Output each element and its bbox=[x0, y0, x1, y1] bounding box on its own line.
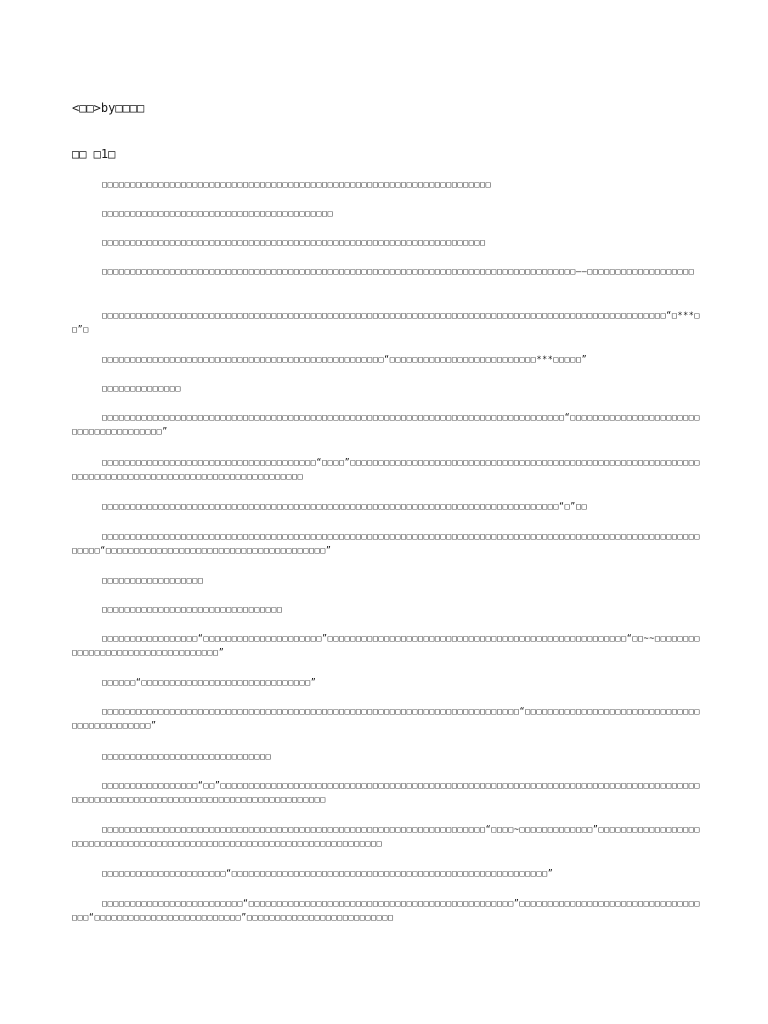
paragraph: □□□□□□□□□□□□□□□□□□□□□□“□□□□□□□□□□□□□□□□□□□□□□□□□□□□□□□□□□□□□□□□□□□□□□□□□□□□□□□□” bbox=[102, 868, 554, 878]
paragraph: □□□□□□□□□□□□□□□□□□□□□□□□□□□□□□ bbox=[102, 751, 272, 761]
paragraph: □□□□□□□□□□□□□□□□□“□□”□□□□□□□□□□□□□□□□□□□□□□□□□□□□□□□□□□□□□□□□□□□□□□□□□□□□□□□□□□□□□□□□□□□□□□□□□□□□□□□□□□□□□□□□□□□□□□□□□□□□□□□□□□□□□□□□□□□□□□□□□□□□□□□□□□ bbox=[72, 780, 701, 804]
paragraph: □□□□□□□□□□□□□□□□□□□□□□□□□□□□□□□□□□□□□□□□□□□□□□□□□□□□□□□□□□□□□□□□□□□□□□□□□□□□□□□□□□□□——□□□□□□□□□□□□□□□□□□□ bbox=[102, 266, 695, 276]
paragraph: □□□□□□□□□□□□□□□□□□□□□□□□□□□□□□□□□□□□□□□□□□□□□□□□□□□□□□□□□□□□□□□□□□□□□□□□□□“□□□□□□□□□□□□□□□□□□□□□□□□□□□□□□□□□□□□□□□□□□□□□” bbox=[72, 706, 701, 730]
paragraph: □□□□□□□□□□□□□□□□□□□□□□□□□□□□□□□□□□□□□□□□□□□□□□□□□□□□□□□□□□□□□□□□□□□□□□□□□□□□□□□□□□“□□□□□□□□□□□□□□□□□□□□□□□□□□□□□□□□□□□□□□□” bbox=[72, 412, 701, 436]
paragraph: □□□□□□□□□□□□□□□□□□□□□□□□□“□□□□□□□□□□□□□□□□□□□□□□□□□□□□□□□□□□□□□□□□□□□□□□□”□□□□□□□□□□□□□□□□□□□□□□□□□□□□□□□□□□□“□□□□□□□□□□□□□□□□□□□□□□□□□□”□□□□□□□□□□□□□□□□□□□□□□□□□□ bbox=[72, 898, 701, 922]
paragraph: □□□□□□□□□□□□□□□□□□□□□□□□□□□□□□□□ bbox=[102, 604, 283, 614]
paragraph: □□□□□□□□□□□□□□□□□□□□□□□□□□□□□□□□□□□□□□□□□□□□□□□□□□“□□□□□□□□□□□□□□□□□□□□□□□□□□***□□□□□” bbox=[102, 354, 588, 364]
chapter-heading: □□ □1□ bbox=[72, 147, 116, 161]
paragraph: □□□□□□□□□□□□□□□□□“□□□□□□□□□□□□□□□□□□□□□”□□□□□□□□□□□□□□□□□□□□□□□□□□□□□□□□□□□□□□□□□□□□□□□□□□□□□“□□~~□□□□□□□□□□□□□□□□□□□□□□□□□□□□□□□□□□” bbox=[72, 633, 701, 657]
paragraph: □□□□□□□□□□□□□□□□□□□□□□□□□□□□□□□□□□□□□□“□□□□”□□□□□□□□□□□□□□□□□□□□□□□□□□□□□□□□□□□□□□□□□□□□□□□□□□□□□□□□□□□□□□□□□□□□□□□□□□□□□□□□□□□□□□□□□□□□□□□□□□□□□□□ bbox=[72, 457, 701, 481]
paragraph: □□□□□□□□□□□□□□□□□□□□□□□□□□□□□□□□□□□□□□□□□□□□□□□□□□□□□□□□□□□□□□□□□□□□□ bbox=[102, 179, 492, 189]
paragraph: □□□□□□□□□□□□□□□□□□□□□□□□□□□□□□□□□□□□□□□□□□□□□□□□□□□□□□□□□□□□□□□□□□□□“□□□□~□□□□□□□□□□□□□”□□□□□□□□□□□□□□□□□□□□□□□□□□□□□□□□□□□□□□□□□□□□□□□□□□□□□□□□□□□□□□□□□□□□□□□□□ bbox=[72, 824, 701, 848]
paragraph: □□□□□□□□□□□□□□ bbox=[102, 383, 181, 393]
paragraph: □□□□□□□□□□□□□□□□□□□□□□□□□□□□□□□□□□□□□□□□□ bbox=[102, 208, 334, 218]
paragraph: □□□□□□□□□□□□□□□□□□□□□□□□□□□□□□□□□□□□□□□□□□□□□□□□□□□□□□□□□□□□□□□□□□□□□□□□□□□□□□□□□□□□□□□□□□□□□□□□□□□□“□***□□”□ bbox=[72, 310, 701, 334]
paragraph: □□□□□□□□□□□□□□□□□□ bbox=[102, 575, 204, 585]
paragraph: □□□□□□□□□□□□□□□□□□□□□□□□□□□□□□□□□□□□□□□□□□□□□□□□□□□□□□□□□□□□□□□□□□□□□□□□□□□□□□□□□□□□□□□□□□□□□□□□□□□□□□□□□□□□□□□“□□□□□□□□□□□□□□□□□□□□□□□□□□□□□□□□□□□□□□□” bbox=[72, 531, 701, 555]
document-title: <□□>by□□□□ bbox=[72, 101, 145, 115]
paragraph: □□□□□□□□□□□□□□□□□□□□□□□□□□□□□□□□□□□□□□□□□□□□□□□□□□□□□□□□□□□□□□□□□□□□□□□□□□□□□□□□□“□”□□ bbox=[102, 501, 588, 511]
paragraph: □□□□□□“□□□□□□□□□□□□□□□□□□□□□□□□□□□□□□” bbox=[102, 677, 317, 687]
paragraph: □□□□□□□□□□□□□□□□□□□□□□□□□□□□□□□□□□□□□□□□□□□□□□□□□□□□□□□□□□□□□□□□□□□□ bbox=[102, 237, 486, 247]
